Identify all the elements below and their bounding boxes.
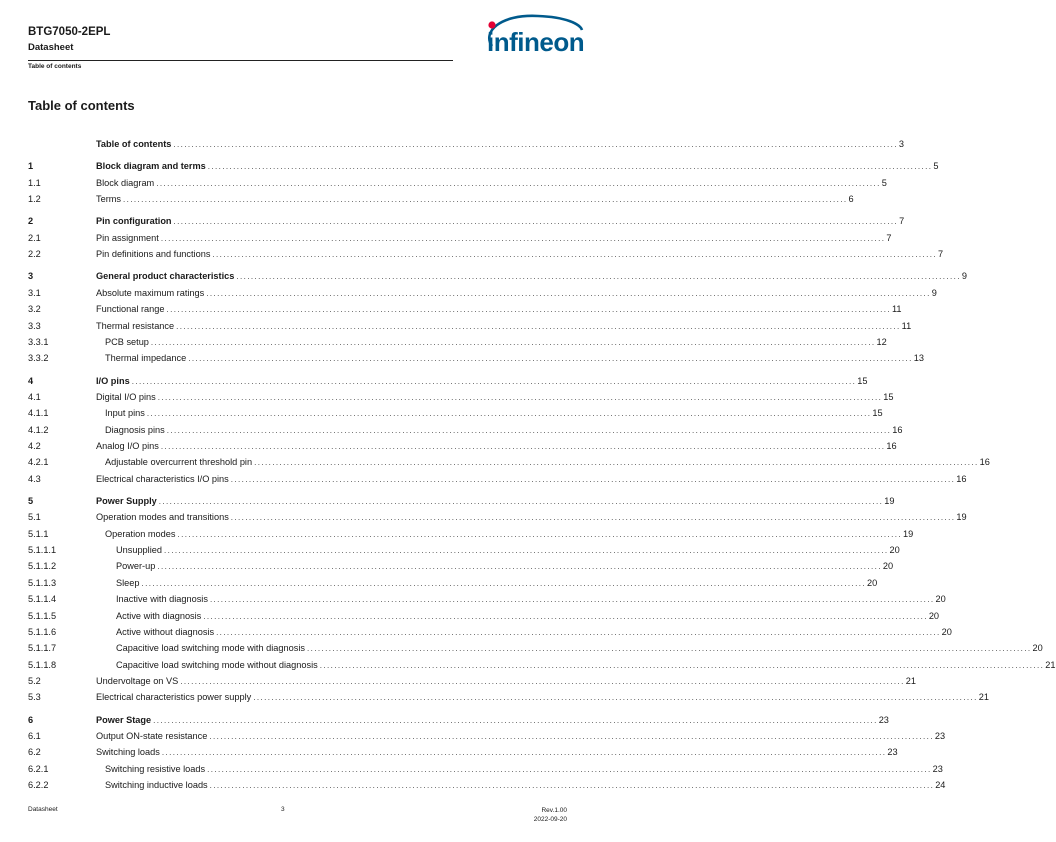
toc-section-number: 3	[28, 271, 34, 282]
toc-entry-title: Unsupplied	[116, 545, 162, 556]
toc-entry-title: Output ON-state resistance	[96, 730, 208, 741]
toc-entry-row[interactable]	[28, 248, 944, 261]
toc-entry-link[interactable]	[96, 215, 905, 228]
toc-section-number: 2.2	[28, 249, 41, 260]
toc-dot-leader: ........................................................................................................................................................................................................	[150, 337, 876, 347]
toc-page-number: 16	[979, 457, 990, 468]
toc-dot-leader: ........................................................................................................................................................................................................	[157, 392, 883, 402]
toc-entry-link[interactable]	[105, 528, 914, 541]
toc-entry-link[interactable]	[96, 473, 967, 486]
toc-entry-link[interactable]	[116, 642, 1043, 655]
toc-dot-leader: ........................................................................................................................................................................................................	[173, 140, 898, 149]
toc-section-number: 6.2.1	[28, 763, 49, 774]
toc-entry-row[interactable]	[28, 424, 903, 437]
toc-page-number: 15	[883, 391, 894, 402]
toc-chapter-row[interactable]	[28, 495, 895, 508]
toc-entry-title: Switching loads	[96, 747, 160, 758]
toc-entry-link[interactable]	[96, 730, 946, 743]
toc-entry-row[interactable]	[28, 642, 1043, 655]
toc-dot-leader: ........................................................................................................................................................................................................	[319, 660, 1045, 670]
toc-page-number: 15	[872, 408, 883, 419]
toc-section-number: 3.1	[28, 287, 41, 298]
toc-dot-leader: ........................................................................................................................................................................................................	[156, 178, 881, 188]
toc-entry-row[interactable]	[28, 610, 940, 623]
toc-dot-leader: ........................................................................................................................................................................................................	[207, 764, 932, 774]
toc-section-number: 5.1.1.3	[28, 577, 57, 588]
toc-entry-row[interactable]	[28, 352, 924, 365]
toc-entry-title: I/O pins	[96, 375, 130, 386]
footer-page-number: 3	[281, 806, 285, 813]
toc-section-number: 5	[28, 496, 34, 506]
toc-entry-link[interactable]	[96, 138, 905, 151]
toc-entry-row[interactable]	[28, 626, 952, 639]
toc-page-number: 21	[978, 692, 989, 703]
toc-section-number: 4.1.2	[28, 424, 49, 435]
toc-section-number: 4.1.1	[28, 408, 49, 419]
toc-entry-link[interactable]	[96, 232, 892, 245]
toc-section-number: 5.1.1	[28, 528, 49, 539]
toc-page-number: 6	[848, 194, 854, 205]
toc-entry-title: Operation modes and transitions	[96, 512, 229, 523]
toc-dot-leader: ........................................................................................................................................................................................................	[166, 305, 891, 315]
toc-entry-row[interactable]	[28, 303, 902, 316]
toc-entry-title: PCB setup	[105, 336, 149, 347]
toc-entry-link[interactable]	[96, 248, 944, 261]
toc-dot-leader: ........................................................................................................................................................................................................	[236, 272, 961, 282]
toc-page-number: 12	[876, 336, 887, 347]
toc-entry-title: Active with diagnosis	[116, 610, 202, 621]
toc-entry-row[interactable]	[28, 746, 898, 759]
toc-entry-row[interactable]	[28, 763, 943, 776]
toc-section-number: 6	[28, 714, 34, 725]
toc-dot-leader: ........................................................................................................................................................................................................	[188, 354, 913, 364]
toc-dot-leader: ........................................................................................................................................................................................................	[173, 217, 899, 227]
toc-entry-title: Pin definitions and functions	[96, 249, 211, 260]
toc-dot-leader: ........................................................................................................................................................................................................	[230, 474, 956, 484]
toc-page-number: 20	[867, 577, 878, 588]
toc-entry-row[interactable]	[28, 287, 937, 300]
toc-entry-title: Capacitive load switching mode without diagnosis	[116, 659, 318, 670]
toc-section-number: 1.2	[28, 194, 41, 205]
toc-page-number: 20	[941, 626, 952, 637]
toc-entry-link[interactable]	[96, 270, 968, 283]
toc-page-number: 20	[935, 594, 946, 605]
toc-entry-title: Active without diagnosis	[116, 626, 215, 637]
header-rule	[28, 60, 453, 61]
toc-entry-title: Functional range	[96, 304, 165, 315]
toc-page-number: 7	[937, 249, 944, 260]
toc-entry-link[interactable]	[105, 424, 903, 437]
toc-dot-leader: ........................................................................................................................................................................................................	[141, 578, 867, 588]
toc-entry-row[interactable]	[28, 577, 878, 590]
toc-section-number: 6.2.2	[28, 780, 49, 790]
toc-page-number: 19	[956, 512, 967, 523]
toc-section-number: 6.1	[28, 730, 41, 741]
toc-entry-title: Operation modes	[105, 528, 176, 539]
toc-entry-row[interactable]	[28, 456, 990, 469]
toc-entry-row[interactable]	[28, 391, 894, 404]
toc-entry-row[interactable]	[28, 730, 946, 743]
toc-entry-link[interactable]	[96, 391, 894, 404]
toc-entry-link[interactable]	[96, 320, 912, 333]
toc-dot-leader: ........................................................................................................................................................................................................	[216, 627, 941, 637]
toc-dot-leader: ........................................................................................................................................................................................................	[177, 529, 903, 539]
toc-entry-title: Thermal impedance	[105, 353, 187, 364]
toc-page-number: 23	[887, 747, 898, 758]
footer-date: 2022-09-20	[533, 816, 567, 823]
toc-section-number: 6.2	[28, 747, 41, 758]
toc-page-number: 13	[913, 353, 924, 364]
toc-entry-link[interactable]	[96, 440, 897, 453]
toc-dot-leader: ........................................................................................................................................................................................................	[254, 458, 979, 468]
logo-wordmark: infineon	[487, 27, 585, 57]
toc-entry-row[interactable]	[28, 544, 900, 557]
toc-heading: Table of contents	[28, 98, 135, 113]
toc-section-number: 4.3	[28, 473, 41, 484]
toc-entry-title: Absolute maximum ratings	[96, 287, 205, 298]
toc-entry-row[interactable]	[28, 675, 916, 688]
toc-entry-link[interactable]	[96, 511, 967, 524]
toc-entry-title: Thermal resistance	[96, 320, 175, 331]
toc-dot-leader: ........................................................................................................................................................................................................	[146, 409, 872, 419]
toc-entry-title: Analog I/O pins	[96, 440, 159, 451]
toc-dot-leader: ........................................................................................................................................................................................................	[166, 425, 892, 435]
toc-entry-link[interactable]	[96, 160, 939, 173]
toc-entry-link[interactable]	[116, 626, 952, 639]
toc-page-number: 16	[886, 440, 897, 451]
toc-entry-title: Sleep	[116, 577, 140, 588]
toc-entry-row[interactable]	[28, 177, 887, 190]
toc-page-number: 3	[898, 139, 905, 149]
toc-page-number: 16	[956, 473, 967, 484]
toc-section-number: 5.1.1.8	[28, 659, 57, 670]
toc-chapter-row[interactable]	[28, 270, 968, 283]
toc-entry-title: Switching resistive loads	[105, 763, 206, 774]
toc-entry-title: Adjustable overcurrent threshold pin	[105, 457, 253, 468]
toc-chapter-row[interactable]	[28, 375, 868, 388]
toc-dot-leader: ........................................................................................................................................................................................................	[253, 693, 978, 703]
toc-page-number: 23	[932, 763, 943, 774]
toc-entry-title: Block diagram and terms	[96, 161, 206, 172]
toc-page-number: 23	[878, 714, 889, 725]
toc-section-number: 5.3	[28, 692, 41, 703]
toc-entry-link[interactable]	[96, 177, 887, 190]
toc-section-number: 5.2	[28, 675, 41, 686]
toc-entry-title: Block diagram	[96, 177, 155, 188]
toc-chapter-row[interactable]	[28, 160, 939, 173]
toc-entry-title: General product characteristics	[96, 271, 235, 282]
toc-entry-link[interactable]	[105, 456, 990, 469]
toc-entry-title: Capacitive load switching mode with diagnosis	[116, 643, 305, 654]
toc-entry-link[interactable]	[105, 779, 946, 792]
toc-section-number: 4.1	[28, 391, 41, 402]
toc-section-number: 4	[28, 375, 34, 386]
toc-dot-leader: ........................................................................................................................................................................................................	[123, 195, 848, 205]
toc-entry-row[interactable]	[28, 440, 897, 453]
toc-entry-link[interactable]	[96, 714, 889, 727]
toc-entry-link[interactable]	[96, 691, 989, 704]
toc-entry-link[interactable]	[105, 763, 943, 776]
toc-page-number: 20	[1032, 643, 1043, 654]
toc-section-number: 5.1.1.7	[28, 643, 57, 654]
toc-entry-title: Table of contents	[96, 139, 172, 149]
toc-entry-row[interactable]	[28, 193, 854, 206]
product-title: BTG7050-2EPL	[28, 26, 111, 38]
toc-dot-leader: ........................................................................................................................................................................................................	[209, 731, 934, 741]
toc-entry-link[interactable]	[116, 544, 900, 557]
toc-entry-title: Electrical characteristics I/O pins	[96, 473, 229, 484]
toc-dot-leader: ........................................................................................................................................................................................................	[209, 781, 935, 790]
toc-page-number: 7	[899, 216, 905, 227]
toc-entry-link[interactable]	[116, 659, 1056, 672]
toc-dot-leader: ........................................................................................................................................................................................................	[212, 250, 937, 260]
toc-page-number: 9	[931, 287, 937, 298]
toc-entry-title: Electrical characteristics power supply	[96, 692, 252, 703]
toc-chapter-row[interactable]	[28, 138, 905, 151]
toc-entry-row[interactable]	[28, 659, 1056, 672]
toc-page-number: 24	[935, 780, 946, 790]
toc-entry-link[interactable]	[96, 193, 854, 206]
toc-entry-row[interactable]	[28, 336, 887, 349]
toc-page-number: 15	[857, 375, 868, 386]
footer-rev: Rev.1.00	[541, 807, 567, 814]
toc-section-number: 3.3	[28, 320, 41, 331]
toc-section-number: 5.1.1.2	[28, 561, 57, 572]
toc-entry-row[interactable]	[28, 320, 912, 333]
toc-dot-leader: ........................................................................................................................................................................................................	[158, 497, 884, 506]
toc-dot-leader: ........................................................................................................................................................................................................	[203, 611, 928, 621]
toc-page-number: 5	[933, 161, 939, 172]
toc-page-number: 21	[905, 675, 916, 686]
toc-entry-link[interactable]	[96, 495, 895, 508]
toc-page-number: 20	[889, 545, 900, 556]
toc-entry-link[interactable]	[105, 336, 887, 349]
running-section-title: Table of contents	[28, 63, 82, 70]
toc-section-number: 5.1.1.5	[28, 610, 57, 621]
toc-entry-link[interactable]	[116, 577, 878, 590]
toc-page-number: 20	[928, 610, 940, 621]
toc-entry-title: Diagnosis pins	[105, 424, 165, 435]
toc-section-number: 4.2.1	[28, 457, 49, 468]
toc-section-number: 5.1.1.1	[28, 545, 57, 556]
toc-section-number: 2.1	[28, 232, 41, 243]
toc-section-number: 1.1	[28, 177, 41, 188]
toc-page-number: 7	[886, 232, 892, 243]
toc-dot-leader: ........................................................................................................................................................................................................	[206, 288, 931, 298]
footer-doc-type: Datasheet	[28, 806, 58, 813]
toc-page-number: 20	[882, 561, 894, 572]
toc-entry-row[interactable]	[28, 407, 883, 420]
toc-entry-link[interactable]	[96, 675, 916, 688]
toc-dot-leader: ........................................................................................................................................................................................................	[160, 441, 886, 451]
toc-dot-leader: ........................................................................................................................................................................................................	[209, 595, 935, 605]
toc-entry-row[interactable]	[28, 691, 989, 704]
toc-page-number: 9	[961, 271, 968, 282]
toc-entry-row[interactable]	[28, 779, 946, 792]
footer-revision	[534, 806, 567, 824]
toc-entry-link[interactable]	[116, 593, 946, 606]
toc-entry-row[interactable]	[28, 528, 914, 541]
toc-page-number: 16	[892, 424, 903, 435]
toc-entry-row[interactable]	[28, 232, 892, 245]
toc-entry-link[interactable]	[116, 560, 894, 573]
toc-dot-leader: ........................................................................................................................................................................................................	[230, 513, 956, 523]
toc-entry-link[interactable]	[96, 303, 902, 316]
toc-entry-title: Pin assignment	[96, 232, 159, 243]
toc-entry-link[interactable]	[96, 287, 937, 300]
toc-entry-title: Power Stage	[96, 714, 152, 725]
toc-entry-link[interactable]	[96, 746, 898, 759]
infineon-logo	[478, 10, 588, 62]
toc-entry-link[interactable]	[96, 375, 868, 388]
toc-dot-leader: ........................................................................................................................................................................................................	[207, 162, 933, 172]
toc-section-number: 2	[28, 216, 34, 227]
toc-entry-title: Undervoltage on VS	[96, 675, 179, 686]
toc-section-number: 5.1	[28, 512, 41, 523]
document-type: Datasheet	[28, 42, 74, 53]
toc-entry-row[interactable]	[28, 511, 967, 524]
toc-entry-link[interactable]	[116, 610, 940, 623]
toc-page-number: 19	[884, 496, 895, 506]
toc-dot-leader: ........................................................................................................................................................................................................	[176, 321, 901, 331]
toc-page-number: 11	[901, 320, 912, 331]
toc-page-number: 11	[891, 304, 902, 315]
toc-section-number: 4.2	[28, 440, 41, 451]
toc-page-number: 5	[881, 177, 887, 188]
toc-entry-title: Input pins	[105, 408, 145, 419]
toc-entry-link[interactable]	[105, 352, 924, 365]
toc-entry-title: Power Supply	[96, 496, 157, 506]
toc-chapter-row[interactable]	[28, 215, 905, 228]
toc-dot-leader: ........................................................................................................................................................................................................	[131, 376, 857, 386]
toc-entry-title: Inactive with diagnosis	[116, 594, 208, 605]
toc-dot-leader: ........................................................................................................................................................................................................	[160, 233, 886, 243]
toc-entry-title: Pin configuration	[96, 216, 172, 227]
toc-page-number: 21	[1045, 659, 1056, 670]
toc-dot-leader: ........................................................................................................................................................................................................	[161, 748, 887, 758]
toc-entry-title: Digital I/O pins	[96, 391, 156, 402]
toc-section-number: 3.3.1	[28, 336, 49, 347]
toc-dot-leader: ........................................................................................................................................................................................................	[306, 644, 1032, 654]
toc-entry-row[interactable]	[28, 560, 894, 573]
toc-chapter-row[interactable]	[28, 714, 889, 727]
toc-section-number: 3.2	[28, 304, 41, 315]
toc-entry-title: Terms	[96, 194, 122, 205]
toc-page-number: 19	[903, 528, 914, 539]
toc-entry-row[interactable]	[28, 473, 967, 486]
toc-entry-title: Power-up	[116, 561, 156, 572]
toc-dot-leader: ........................................................................................................................................................................................................	[157, 562, 882, 572]
toc-section-number: 5.1.1.4	[28, 594, 57, 605]
toc-dot-leader: ........................................................................................................................................................................................................	[180, 676, 905, 686]
toc-dot-leader: ........................................................................................................................................................................................................	[153, 715, 878, 725]
toc-section-number: 3.3.2	[28, 353, 49, 364]
toc-entry-row[interactable]	[28, 593, 946, 606]
toc-section-number: 5.1.1.6	[28, 626, 57, 637]
toc-dot-leader: ........................................................................................................................................................................................................	[163, 546, 889, 556]
toc-page-number: 23	[934, 730, 946, 741]
toc-entry-link[interactable]	[105, 407, 883, 420]
toc-section-number: 1	[28, 161, 34, 172]
toc-entry-title: Switching inductive loads	[105, 780, 208, 790]
